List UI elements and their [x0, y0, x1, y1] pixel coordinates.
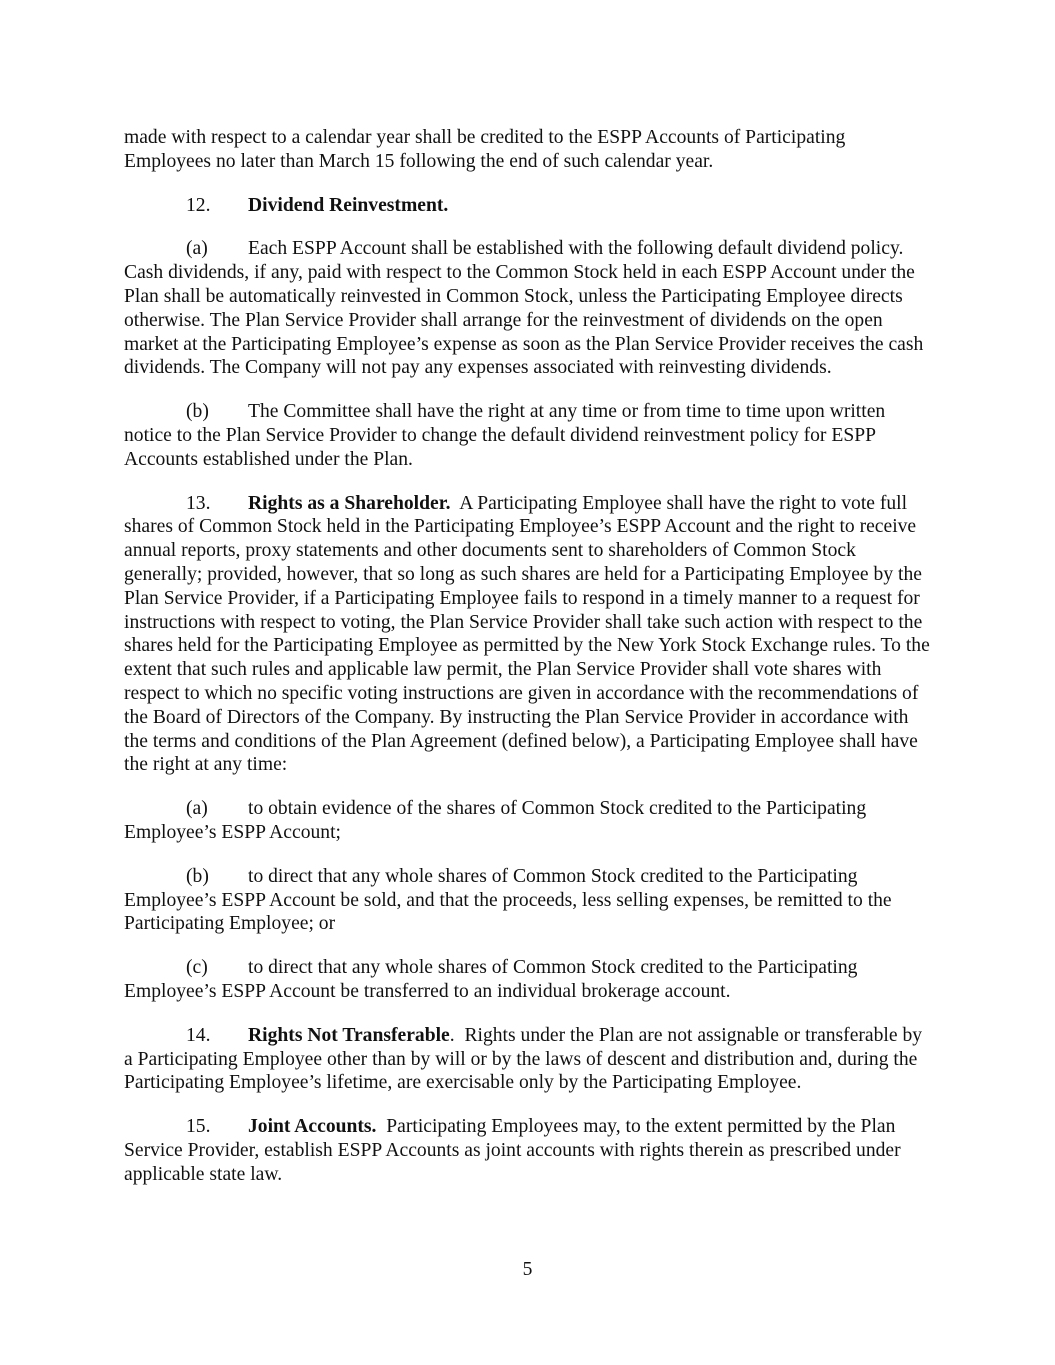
section-12-title: Dividend Reinvestment.	[248, 194, 449, 216]
section-12b-paragraph	[124, 400, 934, 471]
section-15-number: 15.	[186, 1116, 211, 1138]
section-15-title: Joint Accounts.	[248, 1116, 377, 1138]
section-13a-text: to obtain evidence of the shares of Common Stock credited to the Participating Employee’s ESPP Account;	[124, 798, 867, 843]
section-13b-label: (b)	[186, 865, 209, 887]
section-13c-text: to direct that any whole shares of Common Stock credited to the Participating Employee’s ESPP Account be transferred to an individual brokerage account.	[124, 957, 858, 1002]
section-13-number: 13.	[186, 492, 211, 514]
continuation-paragraph: made with respect to a calendar year shall be credited to the ESPP Accounts of Participating Employees no later than March 15 following the end of such calendar year.	[124, 127, 846, 172]
document-page	[124, 126, 934, 1186]
section-13c-label: (c)	[186, 957, 208, 979]
section-13b-paragraph	[124, 865, 934, 936]
section-12a-text: Each ESPP Account shall be established with the following default dividend policy. Cash dividends, if any, paid with respect to the Common Stock held in each ESPP Account under the Plan shall be automatically reinvested in Common Stock, unless the Participating Employee directs otherwise. The Plan Service Provider shall arrange for the reinvestment of dividends on the open market at the Participating Employee’s expense as soon as the Plan Service Provider receives the cash dividends. The Company will not pay any expenses associated with reinvesting dividends.	[124, 238, 924, 379]
section-13-text: A Participating Employee shall have the right to vote full shares of Common Stock held in the Participating Employee’s ESPP Account and the right to receive annual reports, proxy statements and other documents sent to shareholders of Common Stock generally; provided, however, that so long as such shares are held for a Participating Employee by the Plan Service Provider, if a Participating Employee fails to respond in a timely manner to a request for instructions with respect to voting, the Plan Service Provider shall take such action with respect to the shares held for the Participating Employee as permitted by the New York Stock Exchange rules. To the extent that such rules and applicable law permit, the Plan Service Provider shall vote shares with respect to which no specific voting instructions are given in accordance with the recommendations of the Board of Directors of the Company. By instructing the Plan Service Provider in accordance with the terms and conditions of the Plan Agreement (defined below), a Participating Employee shall have the right at any time:	[124, 492, 930, 776]
section-12-heading	[124, 194, 934, 218]
section-13c-paragraph	[124, 956, 934, 1004]
page-number: 5	[522, 1259, 533, 1280]
section-13-paragraph	[124, 492, 934, 778]
section-12a-label: (a)	[186, 238, 208, 260]
section-15-text: Participating Employees may, to the extent permitted by the Plan Service Provider, establish ESPP Accounts as joint accounts with rights therein as prescribed under applicable state law.	[124, 1116, 901, 1185]
section-13-title: Rights as a Shareholder.	[248, 492, 451, 514]
section-14-paragraph	[124, 1024, 934, 1095]
section-14-title-punct: .	[449, 1024, 455, 1046]
section-12b-label: (b)	[186, 401, 209, 423]
section-14-text: Rights under the Plan are not assignable or transferable by a Participating Employee other than by will or by the laws of descent and distribution and, during the Participating Employee’s lifetime, are exercisable only by the Participating Employee.	[124, 1024, 923, 1094]
section-12-number: 12.	[186, 194, 211, 216]
section-15-paragraph	[124, 1115, 934, 1186]
section-13a-label: (a)	[186, 798, 208, 820]
section-14-number: 14.	[186, 1024, 211, 1046]
section-12b-text: The Committee shall have the right at any time or from time to time upon written notice to the Plan Service Provider to change the default dividend reinvestment policy for ESPP Accounts established under the Plan.	[124, 401, 886, 470]
section-13a-paragraph	[124, 797, 934, 845]
section-12a-paragraph	[124, 237, 934, 380]
section-13b-text: to direct that any whole shares of Common Stock credited to the Participating Employee’s ESPP Account be sold, and that the proceeds, less selling expenses, be remitted to the Participating Employee; or	[124, 865, 892, 935]
section-14-title: Rights Not Transferable	[248, 1024, 450, 1046]
